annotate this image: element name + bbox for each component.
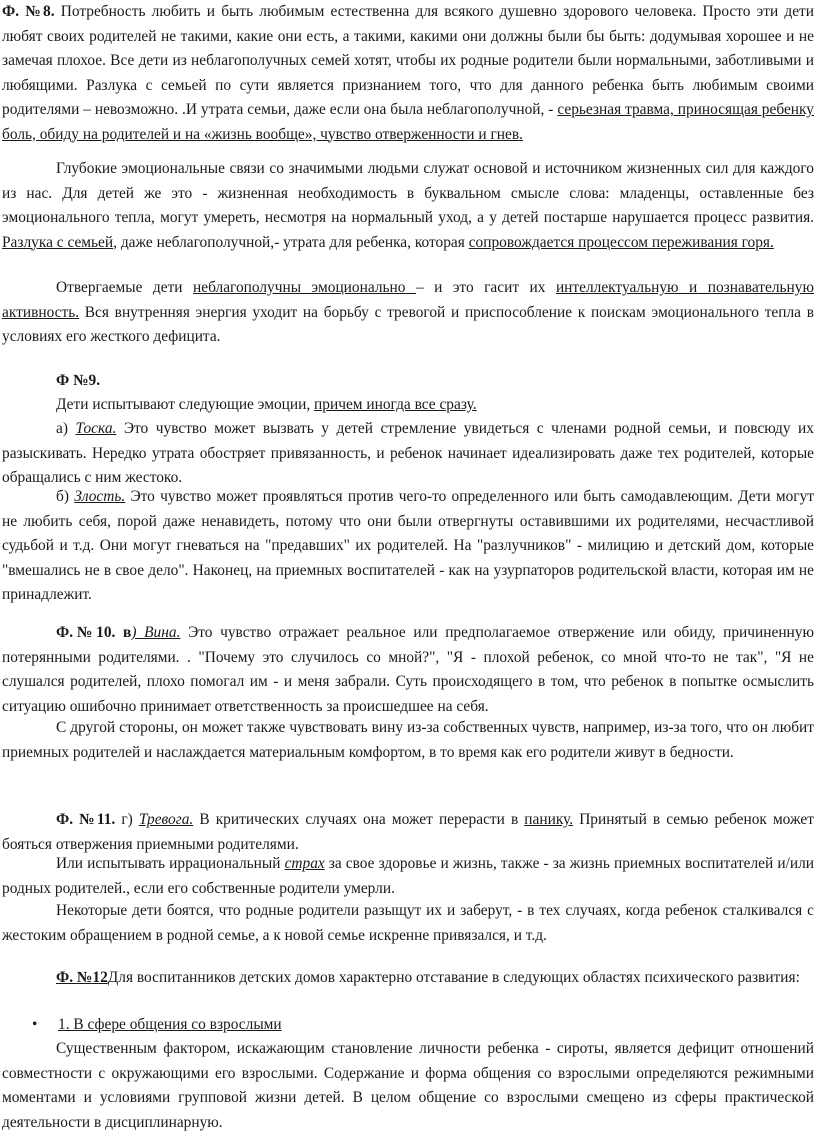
f12-list-item-1 (2, 1013, 814, 1037)
f8-p3-text-b: – и это гасит их (415, 279, 556, 296)
f9-title: Ф №9. (56, 372, 101, 389)
f12-item-1-label: 1. В сфере общения со взрослыми (58, 1016, 282, 1033)
f12-p1-text: Существенным фактором, искажающим становление личности ребенка - сироты, является дефицит отношений совместности с окружающими его взрослыми. Содержание и форма общения со взрослыми определяются режимными моментами и условиями групповой жизни детей. В целом общение со взрослыми смещено из сферы практической деятельности в дисциплинарную. (2, 1040, 814, 1131)
f8-paragraph-3 (2, 276, 814, 350)
f9-a-text: Это чувство может вызвать у детей стремление увидеться с членами родной семьи, и повсюду их разыскивать. Нередко утрата обостряет привязанность, и ребенок начинает идеализировать даже тех родителей, которые обращались с ним жестоко. (2, 420, 814, 486)
f8-paragraph-2 (2, 157, 814, 255)
f9-intro-text: Дети испытывают следующие эмоции, (56, 396, 315, 413)
f9-heading (2, 369, 814, 394)
f9-b-label: б) (56, 488, 75, 505)
f11-p1-text-b: Принятый в семью ребенок может бояться отвержения приемными родителями. (2, 811, 814, 853)
f11-p3-text: Некоторые дети боятся, что родные родители разыщут их и заберут, - в тех случаях, когда ребенок сталкивался с жестоким обращением в родной семье, а к новой семье искренне привязался, и т.д. (2, 902, 814, 944)
f11-paragraph-2 (2, 852, 814, 901)
f12-intro-text: Для воспитанников детских домов характерно отставание в следующих областях психического развития: (107, 969, 800, 986)
f11-title: Ф. №11. (56, 811, 116, 828)
f9-item-a (2, 417, 814, 491)
f8-p2-underlined-1: Разлука с семьей (2, 233, 114, 251)
f8-p3-text-c: Вся внутренняя энергия уходит на борьбу с тревогой и приспособление к поискам эмоционального тепла в условиях его жесткого дефицита. (2, 303, 814, 345)
f10-label: в (115, 624, 132, 641)
f11-paragraph-1 (2, 808, 814, 857)
f9-b-text: Это чувство может проявляться против чего-то определенного или быть самодавлеющим. Дети могут не любить себя, порой даже ненавидеть, потому что они были отвергнуты оставившими их родителями, несчастливой судьбой и т.д. Они могут гневаться на "предавших" их родителей. На "разлучников" - милицию и детский дом, которые "вмешались не в свое дело". Наконец, на приемных воспитателей - как на узурпаторов родительской власти, которая им не принадлежит. (2, 488, 814, 603)
f8-p2-underlined-2: сопровождается процессом переживания горя. (468, 233, 774, 251)
f12-title: Ф. №12 (56, 969, 108, 986)
f9-a-term: Тоска. (75, 420, 117, 437)
f12-paragraph-intro (2, 966, 814, 991)
f8-p3-underlined-1: неблагополучны эмоционально (193, 279, 416, 296)
f9-intro-underlined: причем иногда все сразу. (314, 396, 477, 413)
f11-p1-underlined: панику. (524, 811, 574, 828)
f12-paragraph-1 (2, 1037, 814, 1135)
f9-intro (2, 393, 814, 418)
f8-p3-underlined-2: интеллектуальную и познавательную активность. (2, 279, 814, 321)
f9-item-b (2, 485, 814, 608)
f11-paragraph-3 (2, 899, 814, 948)
f8-paragraph-1 (2, 0, 814, 147)
f8-p2-text-b: , даже неблагополучной,- утрата для ребенка, которая (113, 233, 469, 251)
f11-term: Тревога. (138, 811, 194, 828)
f10-p1-text: Это чувство отражает реальное или предполагаемое отвержение или обиду, причиненную потерянными родителями. . "Почему это случилось со мной?", "Я - плохой ребенок, со мной что-то не так", "Я не слушался родителей, плохо помогал им - и меня забрали. Суть происходящего в том, что ребенок в попытке осмыслить ситуацию ошибочно принимает ответственность за происшедшее на себя. (2, 624, 814, 715)
f10-term: ) Вина. (131, 624, 181, 641)
f8-p2-text-a: Глубокие эмоциональные связи со значимыми людьми служат основой и источником жизненных сил для каждого из нас. Для детей же это - жизненная необходимость в буквальном смысле слова: младенцы, оставленные без эмоционального тепла, могут умереть, несмотря на нормальный уход, а у детей постарше нарушается процесс развития. (2, 160, 814, 226)
f8-p1-underlined: серьезная травма, приносящая ребенку боль, обиду на родителей и на «жизнь вообще», чувство отверженности и гнев. (2, 101, 814, 143)
f8-p3-text-a: Отвергаемые дети (56, 279, 193, 296)
f11-label: г) (115, 811, 139, 828)
f8-p1-text: Потребность любить и быть любимым естественна для всякого душевно здорового человека. Просто эти дети любят своих родителей не такими, какие они есть, а такими, какими они должны были бы быть: додумывая хорошее и не замечая плохое. Все дети из неблагополучных семей хотят, чтобы их родные родители были нормальными, заботливыми и любящими. Разлука с семьей по сути является признанием того, что для данного ребенка быть любимым своими родителями – невозможно. .И утрата семьи, даже если она была неблагополучной, - (2, 3, 814, 118)
bullet-icon: • (32, 1016, 38, 1033)
f11-p2-text-a: Или испытывать иррациональный (56, 855, 285, 872)
f10-p2-text: С другой стороны, он может также чувствовать вину из-за собственных чувств, например, из-за того, что он любит приемных родителей и наслаждается материальным комфортом, в то время как его родители живут в бедности. (2, 719, 814, 761)
f11-p2-text-b: за свое здоровье и жизнь, также - за жизнь приемных воспитателей и/или родных родителей., если его собственные родители умерли. (2, 855, 814, 897)
f9-a-label: а) (56, 420, 76, 437)
f10-paragraph-2 (2, 716, 814, 765)
f8-title: Ф. №8. (2, 3, 55, 20)
f11-p2-term: страх (284, 855, 325, 872)
f10-title: Ф.№10. (56, 624, 116, 641)
f10-paragraph-1 (2, 621, 814, 719)
f11-p1-text-a: В критических случаях она может перерасти в (193, 811, 525, 828)
f9-b-term: Злость. (74, 488, 126, 505)
